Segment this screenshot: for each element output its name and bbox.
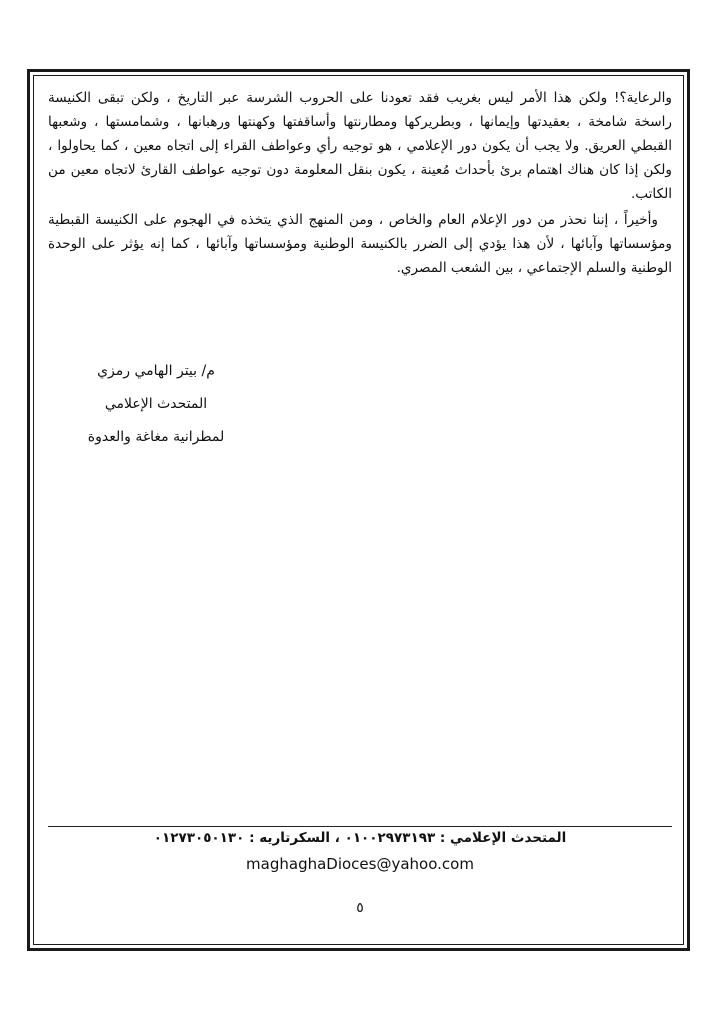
paragraph-1: والرعاية؟! ولكن هذا الأمر ليس بغريب فقد تعودنا على الحروب الشرسة عبر التاريخ ، ولكن تبقى الكنيسة راسخة شامخة ، بعقيدتها وإيمانها ، وبطريركها ومطارنتها وأساقفتها وكهنتها ورهبانها ، وشمامستها ، وشعبها القبطي العريق. ولا يجب أن يكون دور الإعلامي ، هو توجيه رأي وعواطف القراء إلى اتجاه معين ، كما يحاولوا ، ولكن إذا كان هناك اهتمام برئ بأحداث مُعينة ، يكون بنقل المعلومة دون توجيه عواطف القارئ لاتجاه معين من الكاتب.: [48, 90, 672, 202]
signature-title: المتحدث الإعلامي: [104, 396, 208, 412]
page-number: ٥: [356, 900, 364, 916]
footer-email[interactable]: maghaghaDioces@yahoo.com: [246, 855, 474, 873]
footer-contact-numbers: المتحدث الإعلامي : ٠١٠٠٢٩٧٣١٩٣ ، السكرتاريه : ٠١٢٧٣٠٥٠١٣٠: [153, 830, 567, 846]
paragraph-2: وأخيراً ، إننا نحذر من دور الإعلام العام والخاص ، ومن المنهج الذي يتخذه في الهجوم على الكنيسة القبطية ومؤسساتها وآبائها ، لأن هذا يؤدي إلى الضرر بالكنيسة الوطنية ومؤسساتها وآبائها ، كما إنه يؤثر على الوحدة الوطنية والسلم الإجتماعي ، بين الشعب المصري.: [48, 212, 672, 276]
signature-block: [66, 355, 246, 454]
signature-name: م/ بيتر الهامي رمزي: [97, 363, 215, 379]
article-body: [48, 86, 672, 280]
signature-organization: لمطرانية مغاغة والعدوة: [87, 429, 225, 445]
footer-divider: [48, 826, 672, 827]
